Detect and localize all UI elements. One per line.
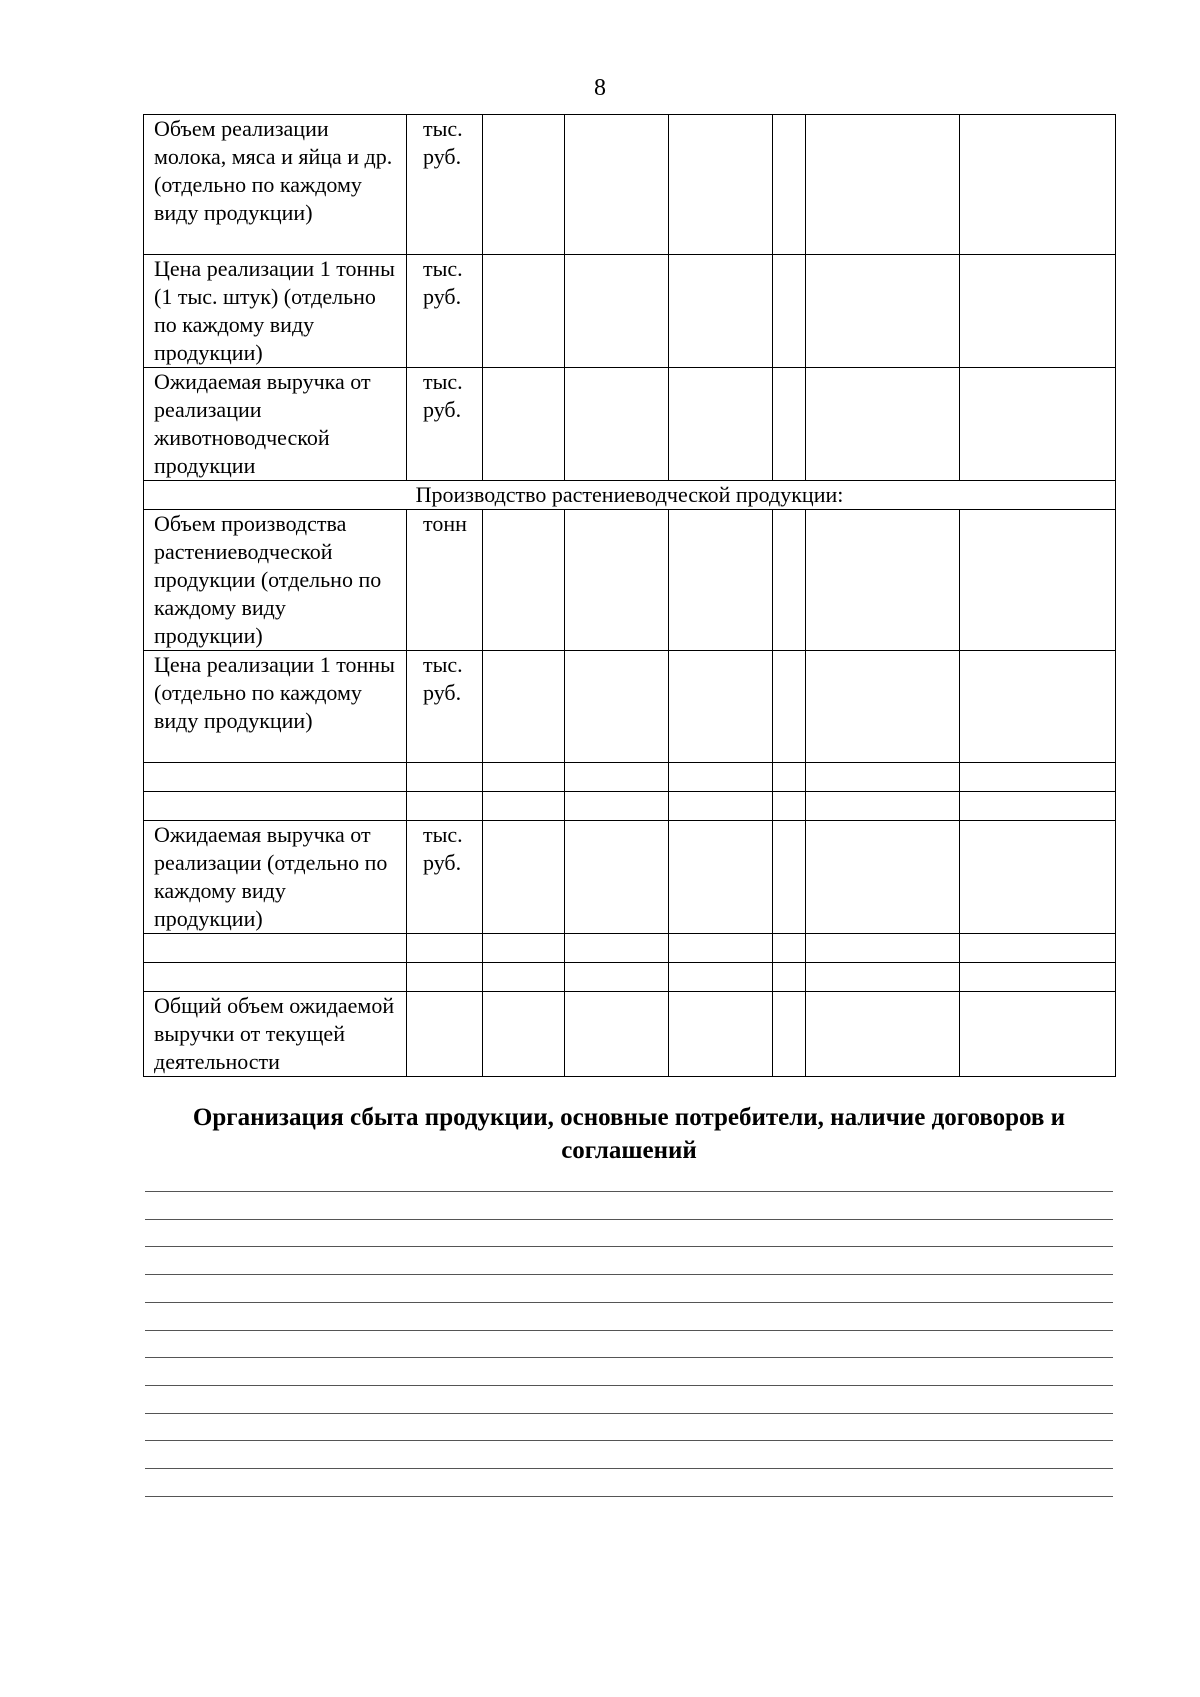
value-cell[interactable] [806,821,960,934]
table-row [144,963,1116,992]
blank-line[interactable] [145,1302,1113,1303]
value-cell[interactable] [483,368,565,481]
value-cell[interactable] [773,510,806,651]
value-cell[interactable] [565,763,669,792]
value-cell[interactable] [773,368,806,481]
value-cell[interactable] [773,792,806,821]
value-cell[interactable] [960,651,1116,763]
value-cell[interactable] [483,992,565,1077]
value-cell[interactable] [669,510,773,651]
value-cell[interactable] [669,255,773,368]
row-label [144,792,407,821]
value-cell[interactable] [669,763,773,792]
value-cell[interactable] [669,992,773,1077]
value-cell[interactable] [960,821,1116,934]
value-cell[interactable] [960,792,1116,821]
value-cell[interactable] [806,792,960,821]
row-unit [407,792,483,821]
row-label: Объем реализации молока, мяса и яйца и др. (отдельно по каждому виду продукции) [144,115,407,255]
value-cell[interactable] [669,368,773,481]
value-cell[interactable] [773,763,806,792]
table-row [144,792,1116,821]
value-cell[interactable] [806,115,960,255]
row-label: Цена реализации 1 тонны (отдельно по каждому виду продукции) [144,651,407,763]
value-cell[interactable] [669,963,773,992]
row-unit: тыс. руб. [407,821,483,934]
value-cell[interactable] [565,255,669,368]
value-cell[interactable] [669,792,773,821]
table-row [144,992,1116,1077]
value-cell[interactable] [565,368,669,481]
value-cell[interactable] [773,934,806,963]
row-unit: тонн [407,510,483,651]
row-unit: тыс. руб. [407,115,483,255]
blank-line[interactable] [145,1496,1113,1497]
value-cell[interactable] [565,992,669,1077]
value-cell[interactable] [483,963,565,992]
value-cell[interactable] [565,963,669,992]
row-label: Ожидаемая выручка от реализации животноводческой продукции [144,368,407,481]
value-cell[interactable] [806,510,960,651]
row-unit: тыс. руб. [407,255,483,368]
table-row [144,651,1116,763]
section-header: Производство растениеводческой продукции: [144,481,1116,510]
value-cell[interactable] [565,792,669,821]
row-label: Объем производства растениеводческой продукции (отдельно по каждому виду продукции) [144,510,407,651]
row-unit [407,963,483,992]
value-cell[interactable] [960,510,1116,651]
value-cell[interactable] [669,115,773,255]
blank-line[interactable] [145,1357,1113,1358]
value-cell[interactable] [565,651,669,763]
blank-line[interactable] [145,1219,1113,1220]
blank-line[interactable] [145,1413,1113,1414]
value-cell[interactable] [773,255,806,368]
value-cell[interactable] [565,934,669,963]
value-cell[interactable] [483,763,565,792]
value-cell[interactable] [483,255,565,368]
value-cell[interactable] [483,934,565,963]
value-cell[interactable] [565,821,669,934]
row-label: Ожидаемая выручка от реализации (отдельно по каждому виду продукции) [144,821,407,934]
value-cell[interactable] [565,115,669,255]
value-cell[interactable] [960,934,1116,963]
value-cell[interactable] [773,115,806,255]
row-label [144,934,407,963]
value-cell[interactable] [773,963,806,992]
blank-line[interactable] [145,1191,1113,1192]
value-cell[interactable] [960,368,1116,481]
row-label [144,963,407,992]
blank-line[interactable] [145,1330,1113,1331]
value-cell[interactable] [960,255,1116,368]
value-cell[interactable] [669,934,773,963]
table-row [144,821,1116,934]
value-cell[interactable] [960,963,1116,992]
value-cell[interactable] [806,763,960,792]
value-cell[interactable] [483,510,565,651]
table-row [144,763,1116,792]
data-table [143,114,1116,1077]
row-unit [407,992,483,1077]
value-cell[interactable] [806,963,960,992]
value-cell[interactable] [960,992,1116,1077]
blank-line[interactable] [145,1440,1113,1441]
table-row [144,115,1116,255]
table-row [144,368,1116,481]
blank-line[interactable] [145,1274,1113,1275]
blank-line[interactable] [145,1468,1113,1469]
value-cell[interactable] [565,510,669,651]
row-unit [407,934,483,963]
row-unit: тыс. руб. [407,651,483,763]
value-cell[interactable] [669,821,773,934]
value-cell[interactable] [483,792,565,821]
value-cell[interactable] [483,821,565,934]
value-cell[interactable] [483,651,565,763]
table-row [144,510,1116,651]
value-cell[interactable] [806,255,960,368]
row-label [144,763,407,792]
value-cell[interactable] [960,763,1116,792]
value-cell[interactable] [773,821,806,934]
value-cell[interactable] [669,651,773,763]
blank-line[interactable] [145,1246,1113,1247]
value-cell[interactable] [483,115,565,255]
section-heading: Организация сбыта продукции, основные потребители, наличие договоров и соглашений [192,1104,1066,1164]
value-cell[interactable] [773,651,806,763]
row-unit [407,763,483,792]
value-cell[interactable] [806,651,960,763]
value-cell[interactable] [773,992,806,1077]
value-cell[interactable] [806,992,960,1077]
row-label: Общий объем ожидаемой выручки от текущей деятельности [144,992,407,1077]
blank-line[interactable] [145,1385,1113,1386]
page-number: 8 [594,75,606,101]
value-cell[interactable] [806,934,960,963]
row-unit: тыс. руб. [407,368,483,481]
value-cell[interactable] [806,368,960,481]
row-label: Цена реализации 1 тонны (1 тыс. штук) (отдельно по каждому виду продукции) [144,255,407,368]
section-row [144,481,1116,510]
table-row [144,934,1116,963]
value-cell[interactable] [960,115,1116,255]
table-row [144,255,1116,368]
